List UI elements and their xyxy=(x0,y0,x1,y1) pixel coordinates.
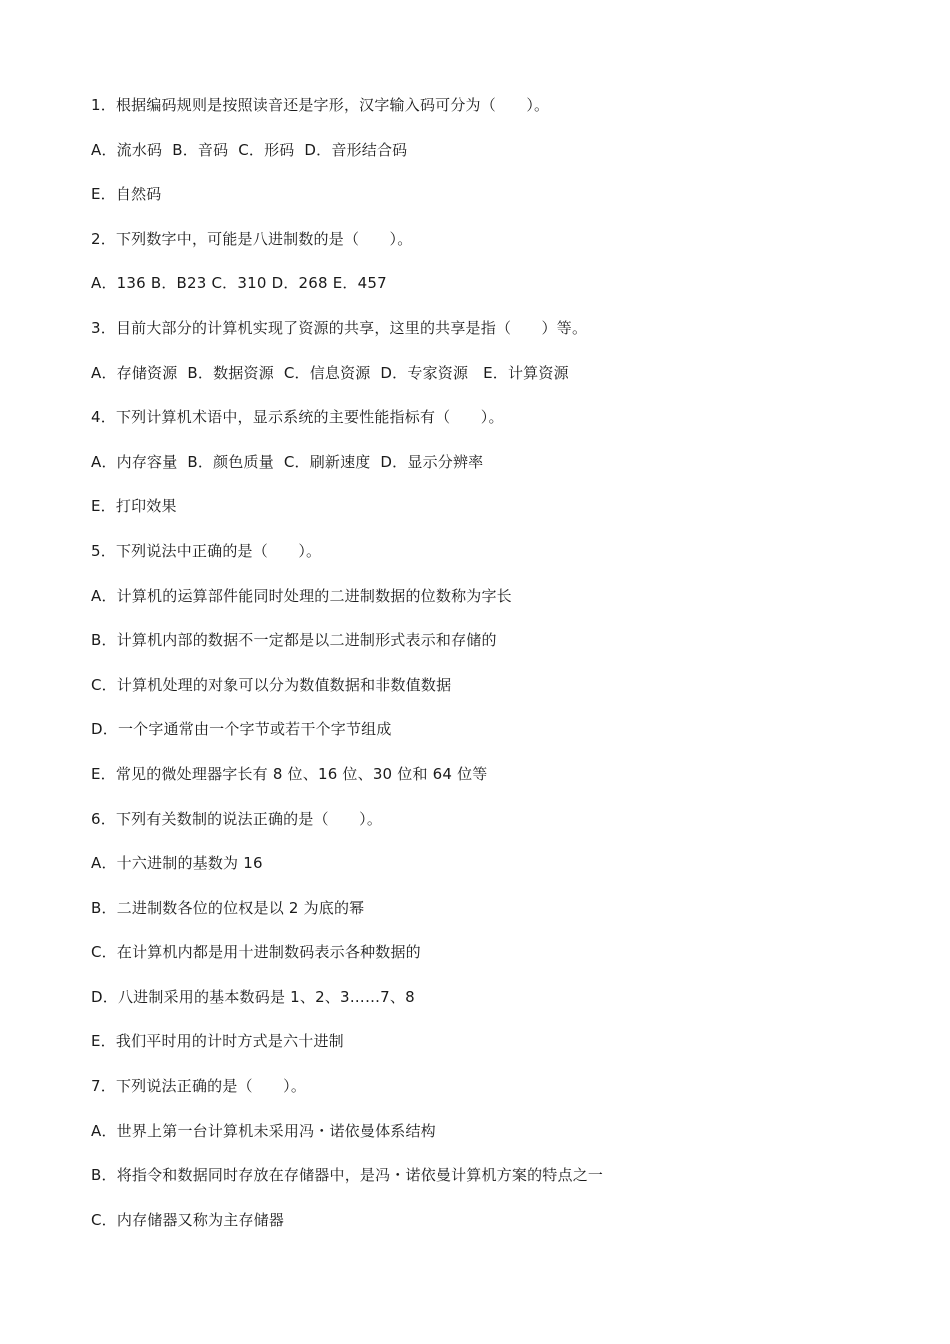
question-7: 7．下列说法正确的是（ ）。 xyxy=(91,1077,307,1096)
option-line: A．计算机的运算部件能同时处理的二进制数据的位数称为字长 xyxy=(91,586,512,605)
document-body xyxy=(91,93,911,1252)
question-4: 4．下列计算机术语中，显示系统的主要性能指标有（ ）。 xyxy=(91,408,504,427)
option-line: A．十六进制的基数为 16 xyxy=(91,854,263,873)
option-line: A．136 B．B23 C．310 D．268 E．457 xyxy=(91,274,387,293)
option-line: E．打印效果 xyxy=(91,497,177,516)
option-line: B．计算机内部的数据不一定都是以二进制形式表示和存储的 xyxy=(91,631,497,650)
option-line: D．八进制采用的基本数码是 1、2、3……7、8 xyxy=(91,987,415,1006)
option-line: E．我们平时用的计时方式是六十进制 xyxy=(91,1032,344,1051)
option-line: C．计算机处理的对象可以分为数值数据和非数值数据 xyxy=(91,675,452,694)
option-line: E．自然码 xyxy=(91,185,162,204)
option-line: E．常见的微处理器字长有 8 位、16 位、30 位和 64 位等 xyxy=(91,764,488,783)
question-3: 3．目前大部分的计算机实现了资源的共享，这里的共享是指（ ）等。 xyxy=(91,318,588,337)
option-line: A．内存容量 B．颜色质量 C．刷新速度 D．显示分辨率 xyxy=(91,452,484,471)
question-5: 5．下列说法中正确的是（ ）。 xyxy=(91,541,322,560)
option-line: D．一个字通常由一个字节或若干个字节组成 xyxy=(91,720,392,739)
option-line: A．流水码 B．音码 C．形码 D．音形结合码 xyxy=(91,140,408,159)
question-2: 2．下列数字中，可能是八进制数的是（ ）。 xyxy=(91,229,413,248)
option-line: A．存储资源 B．数据资源 C．信息资源 D．专家资源 E．计算资源 xyxy=(91,363,569,382)
option-line: A．世界上第一台计算机未采用冯・诺依曼体系结构 xyxy=(91,1121,436,1140)
question-6: 6．下列有关数制的说法正确的是（ ）。 xyxy=(91,809,383,828)
option-line: B．将指令和数据同时存放在存储器中，是冯・诺依曼计算机方案的特点之一 xyxy=(91,1166,604,1185)
option-line: C．在计算机内都是用十进制数码表示各种数据的 xyxy=(91,943,421,962)
option-line: B．二进制数各位的位权是以 2 为底的幂 xyxy=(91,898,365,917)
option-line: C．内存储器又称为主存储器 xyxy=(91,1210,285,1229)
question-1: 1．根据编码规则是按照读音还是字形，汉字输入码可分为（ ）。 xyxy=(91,96,550,114)
